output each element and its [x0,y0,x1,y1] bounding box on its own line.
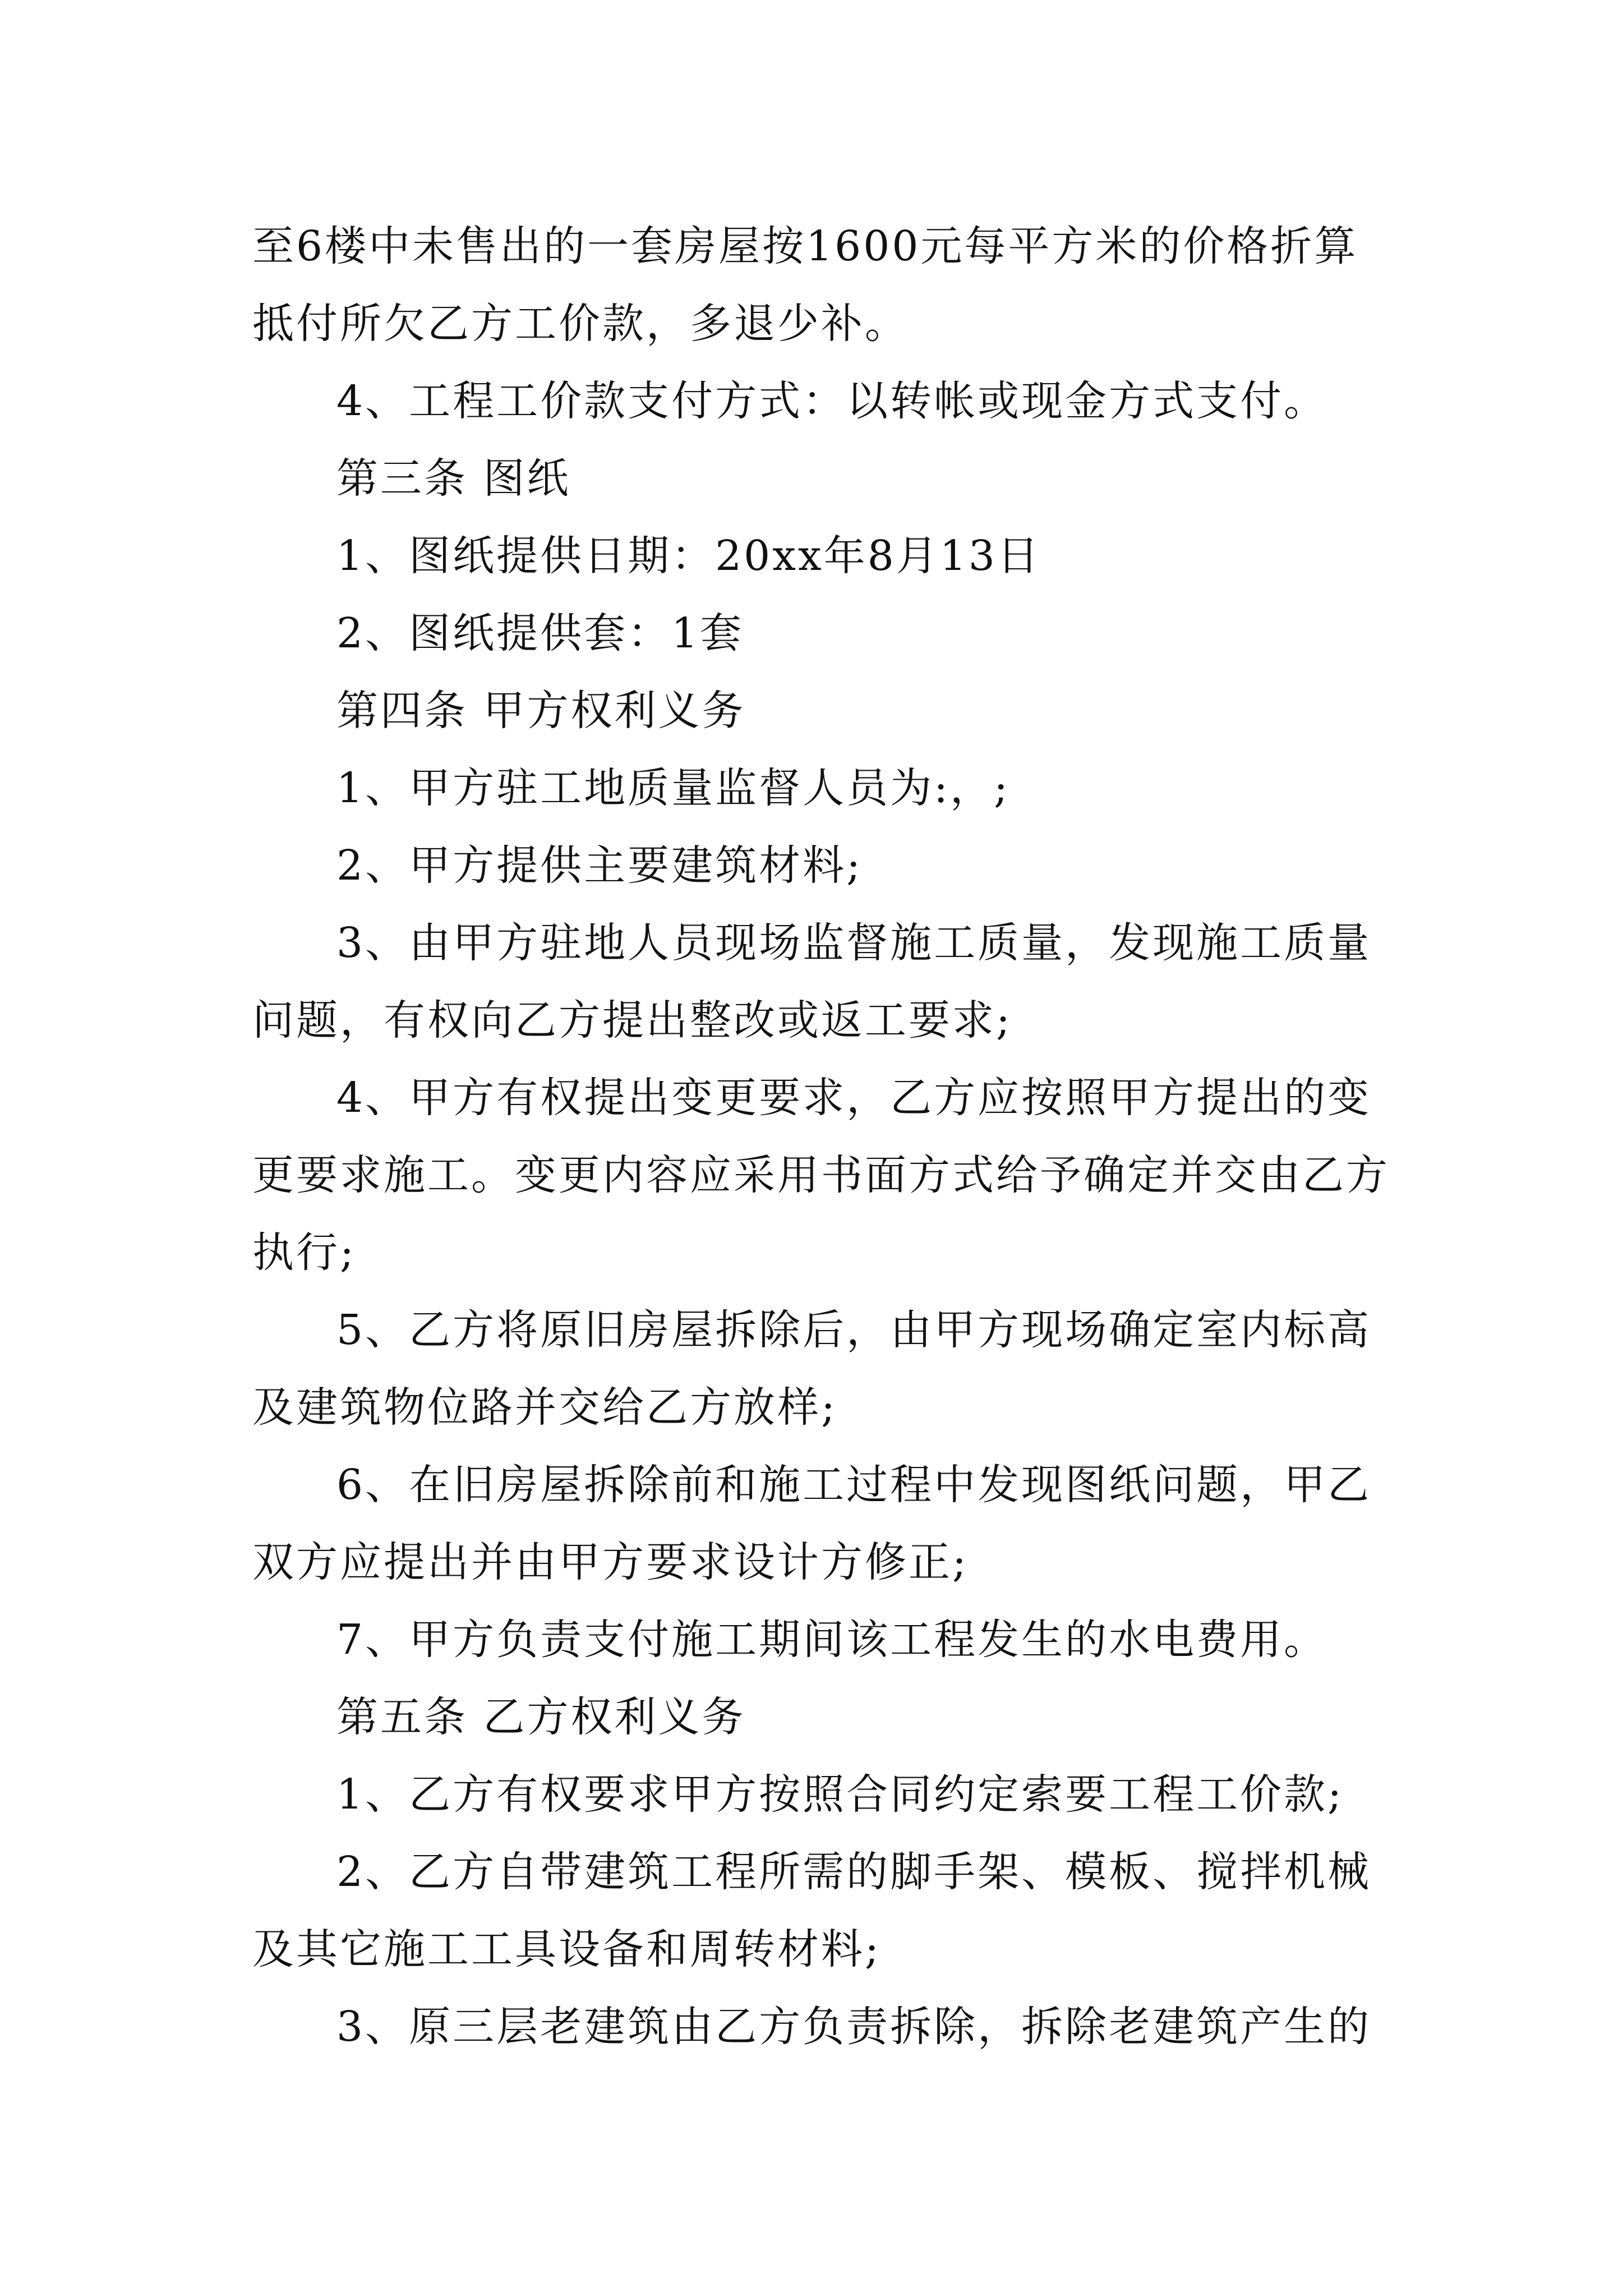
section-heading: 第五条 乙方权利义务 [336,1693,746,1741]
text-line: 2、图纸提供套：1套 [336,609,744,657]
text-line: 2、乙方自带建筑工程所需的脚手架、模板、搅拌机械 [336,1848,1372,1896]
text-line: 2、甲方提供主要建筑材料; [336,841,863,890]
text-line: 3、原三层老建筑由乙方负责拆除，拆除老建筑产生的 [336,2003,1372,2051]
text-line: 及其它施工工具设备和周转材料; [252,1925,881,1973]
text-line: 1、图纸提供日期：20xx年8月13日 [336,532,1041,580]
text-line: 1、甲方驻工地质量监督人员为:，; [336,764,1010,812]
text-line: 双方应提出并由甲方要求设计方修正; [252,1538,969,1586]
text-line: 7、甲方负责支付施工期间该工程发生的水电费用。 [336,1616,1328,1664]
text-line: 1、乙方有权要求甲方按照合同约定索要工程工价款; [336,1770,1344,1819]
text-line: 问题，有权向乙方提出整改或返工要求; [252,996,1012,1045]
section-heading: 第三条 图纸 [336,454,571,503]
text-line: 至6楼中未售出的一套房屋按1600元每平方米的价格折算 [252,222,1358,270]
text-line: 5、乙方将原旧房屋拆除后，由甲方现场确定室内标高 [336,1306,1372,1354]
text-line: 执行; [252,1228,356,1277]
text-line: 更要求施工。变更内容应采用书面方式给予确定并交由乙方 [252,1151,1390,1199]
text-line: 抵付所欠乙方工价款，多退少补。 [252,300,909,348]
document-body [252,208,1390,2065]
text-line: 3、由甲方驻地人员现场监督施工质量，发现施工质量 [336,919,1372,967]
text-line: 4、甲方有权提出变更要求，乙方应按照甲方提出的变 [336,1074,1372,1122]
section-heading: 第四条 甲方权利义务 [336,687,746,735]
text-line: 及建筑物位路并交给乙方放样; [252,1383,837,1432]
text-line: 4、工程工价款支付方式：以转帐或现金方式支付。 [336,377,1328,425]
text-line: 6、在旧房屋拆除前和施工过程中发现图纸问题，甲乙 [336,1461,1372,1509]
